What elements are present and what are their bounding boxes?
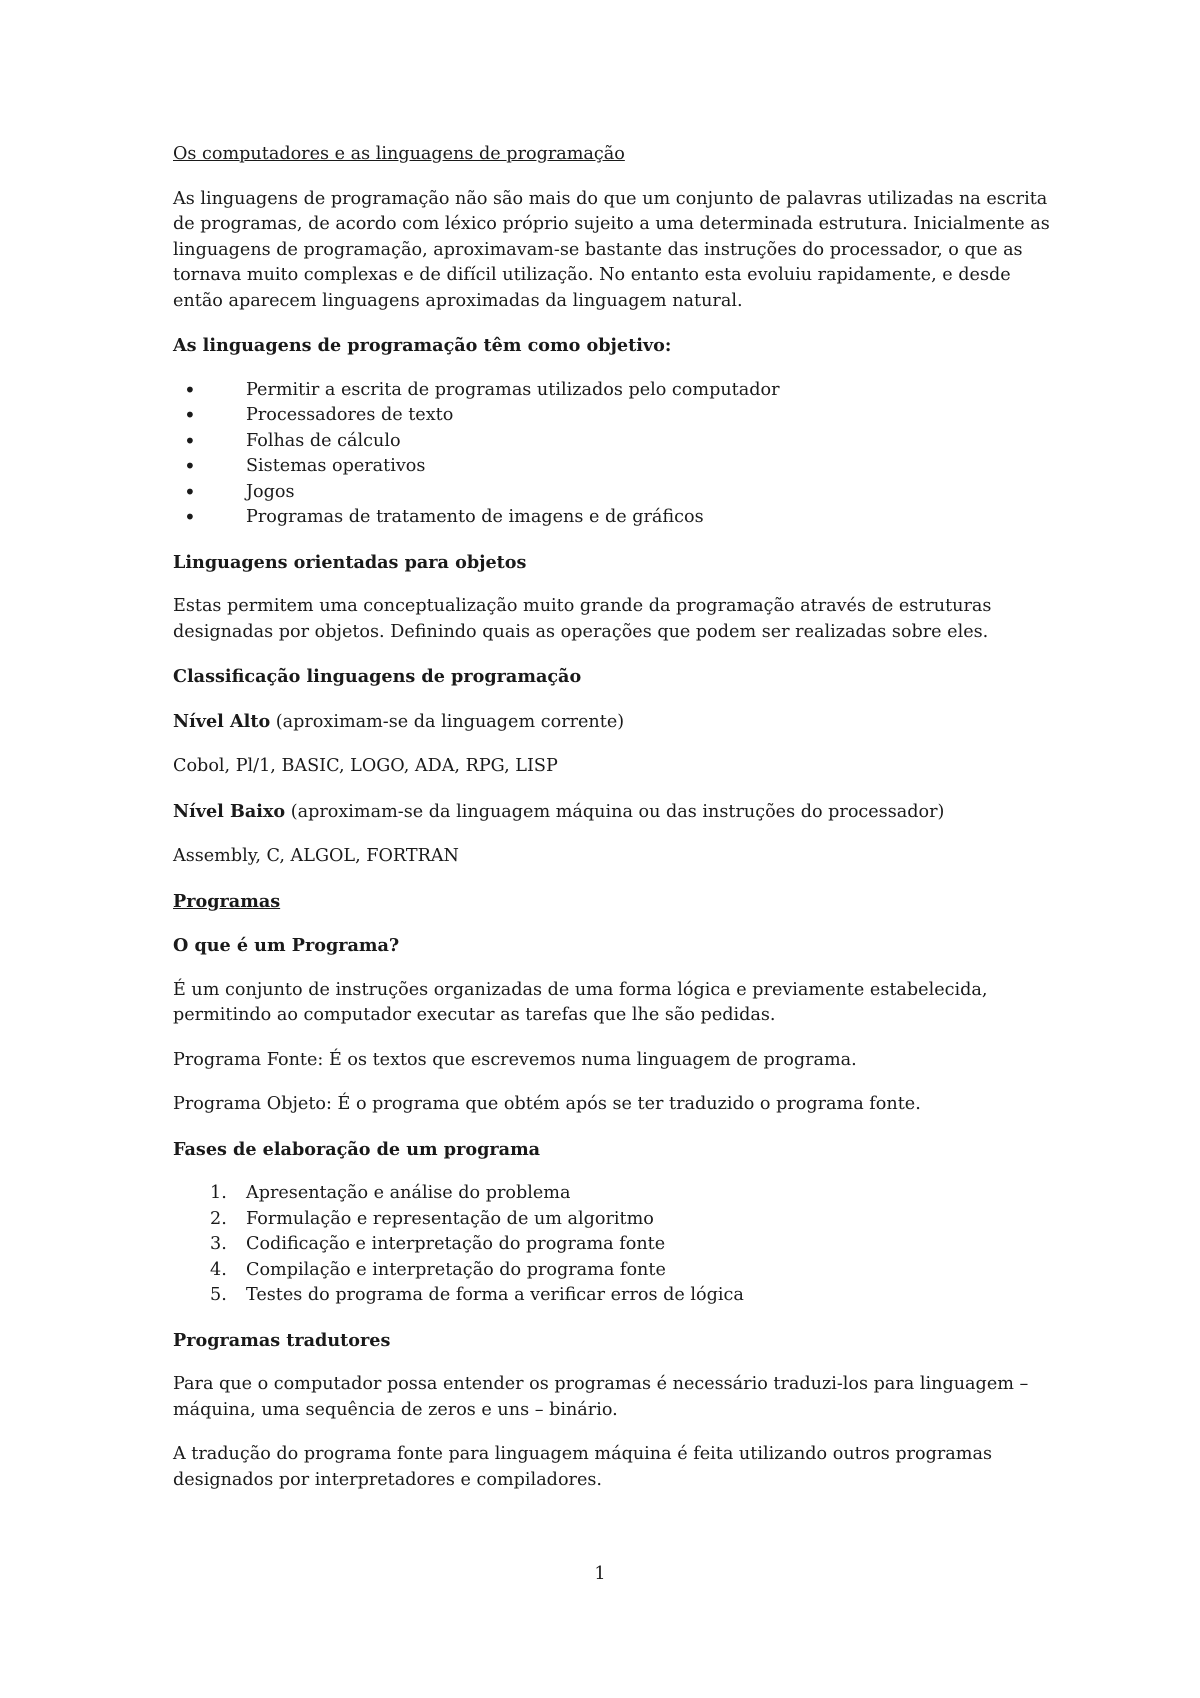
objectives-list — [173, 378, 1053, 531]
high-level-examples: Cobol, Pl/1, BASIC, LOGO, ADA, RPG, LISP — [173, 756, 558, 776]
list-number: 3. — [210, 1234, 227, 1254]
phases-list — [173, 1181, 1053, 1309]
low-level-examples: Assembly, C, ALGOL, FORTRAN — [173, 846, 459, 866]
source-program-paragraph: Programa Fonte: É os textos que escrevemos numa linguagem de programa. — [173, 1049, 857, 1070]
what-is-paragraph: É um conjunto de instruções organizadas de uma forma lógica e previamente estabelecida, permitindo ao computador executar as tarefas que lhe são pedidas. — [173, 979, 988, 1025]
high-level-label: Nível Alto — [173, 710, 271, 732]
list-item-text: Formulação e representação de um algoritmo — [246, 1208, 654, 1229]
list-number: 5. — [210, 1285, 227, 1305]
list-number: 1. — [210, 1183, 227, 1203]
oop-heading: Linguagens orientadas para objetos — [173, 551, 527, 573]
phases-heading: Fases de elaboração de um programa — [173, 1138, 541, 1160]
list-item — [173, 1207, 1053, 1233]
page-number: 1 — [594, 1564, 606, 1584]
list-item — [173, 1232, 1053, 1258]
low-level-line — [173, 799, 1053, 826]
list-item: • Sistemas operativos — [173, 454, 1053, 480]
object-program-paragraph: Programa Objeto: É o programa que obtém após se ter traduzido o programa fonte. — [173, 1094, 921, 1114]
list-item — [173, 1258, 1053, 1284]
list-number: 2. — [210, 1208, 227, 1229]
programs-heading — [173, 889, 1053, 915]
translators-paragraph-1: Para que o computador possa entender os programas é necessário traduzi-los para linguagem – máquina, uma sequência de zeros e uns – binário. — [173, 1374, 1029, 1420]
high-level-line — [173, 709, 1053, 736]
high-level-desc: (aproximam-se da linguagem corrente) — [270, 711, 625, 732]
objectives-heading: As linguagens de programação têm como objetivo: — [173, 335, 672, 356]
document-page — [173, 142, 1053, 1512]
what-is-heading: O que é um Programa? — [173, 935, 400, 956]
list-item: • Programas de tratamento de imagens e de gráficos — [173, 505, 1053, 531]
list-item: • Jogos — [173, 480, 1053, 506]
document-title — [173, 142, 1053, 168]
list-item — [173, 1181, 1053, 1207]
translators-heading: Programas tradutores — [173, 1329, 391, 1351]
list-item-text: Compilação e interpretação do programa fonte — [246, 1259, 666, 1280]
list-item: • Permitir a escrita de programas utilizados pelo computador — [173, 378, 1053, 404]
list-item: • Processadores de texto — [173, 403, 1053, 429]
list-item-text: Apresentação e análise do problema — [246, 1183, 571, 1203]
low-level-desc: (aproximam-se da linguagem máquina ou das instruções do processador) — [285, 801, 945, 822]
programs-heading-text: Programas — [173, 890, 281, 912]
list-number: 4. — [210, 1259, 227, 1280]
list-item — [173, 1283, 1053, 1309]
document-title-text: Os computadores e as linguagens de programação — [173, 144, 625, 164]
low-level-label: Nível Baixo — [173, 800, 286, 822]
list-item-text: Codificação e interpretação do programa fonte — [246, 1234, 666, 1254]
intro-paragraph: As linguagens de programação não são mais do que um conjunto de palavras utilizadas na escrita de programas, de acordo com léxico próprio sujeito a uma determinada estrutura. Inicialmente as linguagens de programação, aproximavam-se bastante das instruções do processador, o que as tornava muito complexas e de difícil utilização. No entanto esta evoluiu rapidamente, e desde então aparecem linguagens aproximadas da linguagem natural. — [173, 188, 1050, 311]
list-item-text: Testes do programa de forma a verificar erros de lógica — [246, 1285, 744, 1305]
list-item: • Folhas de cálculo — [173, 429, 1053, 455]
translators-paragraph-2: A tradução do programa fonte para linguagem máquina é feita utilizando outros programas designados por interpretadores e compiladores. — [173, 1444, 992, 1490]
classification-heading: Classificação linguagens de programação — [173, 666, 582, 687]
oop-paragraph: Estas permitem uma conceptualização muito grande da programação através de estruturas designadas por objetos. Definindo quais as operações que podem ser realizadas sobre eles. — [173, 596, 992, 642]
